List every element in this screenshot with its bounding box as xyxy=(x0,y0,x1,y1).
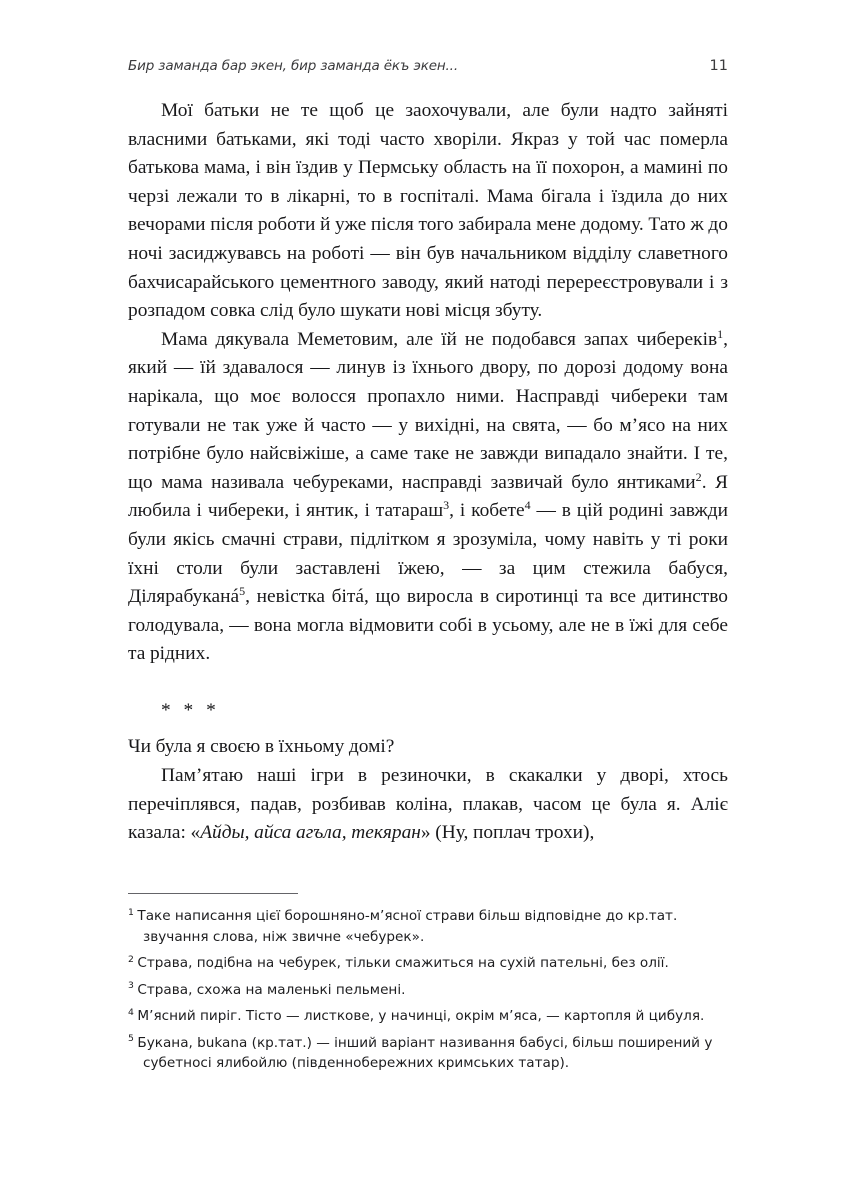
footnote-marker-2: 2 xyxy=(128,953,134,965)
text-run: Мама дякувала Меметовим, але їй не подобався запах чибереків xyxy=(161,328,718,350)
text-run: , який — їй здавалося — линув із їхнього двору, по дорозі додому вона нарікала, що моє волосся пропахло ними. Насправді чибереки там готували не так уже й часто — у вихідні, на свята, — бо м’ясо на них потрібне було найсвіжіше, а саме таке не завжди випадало знайти. І те, що мама називала чебуреками, насправді зазвичай було янтиками xyxy=(128,328,728,493)
footnote-2 xyxy=(128,953,728,974)
footnotes-area xyxy=(128,893,728,1080)
footnote-text-2: Страва, подібна на чебурек, тільки смажиться на сухій пательні, без олії. xyxy=(137,955,669,971)
text-run: — в цій родині завжди були якісь смачні страви, підлітком я зрозуміла, чому навіть у ті роки їхні столи були заставлені їжею, — за цим стежила бабуся, Ділярабуканá xyxy=(128,500,728,608)
footnote-marker-3: 3 xyxy=(128,980,134,992)
text-run: . Я любила і чибереки, і янтик, і татараш xyxy=(128,471,728,522)
paragraph-3: Чи була я своєю в їхньому домі? xyxy=(128,736,395,758)
footnote-separator-rule xyxy=(128,893,298,894)
text-run: » (Ну, поплач трохи), xyxy=(420,822,595,844)
italic-phrase: Айды, айса агъла, текяран xyxy=(200,822,421,844)
footnote-marker-4: 4 xyxy=(128,1006,134,1018)
footnote-1 xyxy=(128,906,728,947)
body-text-block xyxy=(128,97,728,848)
footnote-4 xyxy=(128,1006,728,1027)
running-head-title: Бир заманда бар экен, бир заманда ёкъ экен... xyxy=(128,58,458,74)
footnote-reference-2[interactable]: 2 xyxy=(695,469,702,484)
paragraph-4 xyxy=(128,762,728,848)
footnote-list xyxy=(128,906,728,1074)
paragraph-2 xyxy=(128,326,728,669)
paragraph-1: Мої батьки не те щоб це заохочували, але були надто зайняті власними батьками, які тоді часто хворіли. Якраз у той час померла батькова мама, і він їздив у Пермську область на її похорон, а мамині по черзі лежали то в лікарні, то в госпіталі. Мама бігала і їздила до них вечорами після роботи й уже після того забирала мене додому. Тато ж до ночі засиджувавсь на роботі — він був начальником відділу славетного бахчисарайського цементного заводу, який натоді перереєстровували і з розпадом совка слід було шукати нові місця збуту. xyxy=(128,100,728,322)
footnote-text-1: Таке написання цієї борошняно-м’ясної страви більш відповідне до кр.тат. звучання слова, ніж звичне «чебурек». xyxy=(137,908,678,945)
section-break-dinkus: * * * xyxy=(161,699,220,721)
footnote-marker-5: 5 xyxy=(128,1033,134,1045)
footnote-reference-1[interactable]: 1 xyxy=(717,326,724,341)
footnote-text-4: М’ясний пиріг. Тісто — листкове, у начинці, окрім м’яса, — картопля й цибуля. xyxy=(137,1008,705,1024)
footnote-marker-1: 1 xyxy=(128,906,134,918)
footnote-text-3: Страва, схожа на маленькі пельмені. xyxy=(137,981,406,998)
text-run: , невістка бітá, що виросла в сиротинці та все дитинство голодувала, — вона могла відмовити собі в усьому, але не в їжі для себе та рідних. xyxy=(128,586,728,665)
footnote-reference-3[interactable]: 3 xyxy=(443,498,450,513)
running-head xyxy=(128,58,728,74)
footnote-5 xyxy=(128,1033,728,1074)
text-run: Пам’ятаю наші ігри в резиночки, в скакалки у дворі, хтось перечіплявся, падав, розбивав коліна, плакав, часом це була я. Аліє казала: « xyxy=(128,765,728,844)
footnote-reference-5[interactable]: 5 xyxy=(239,584,246,599)
text-run: , і кобете xyxy=(449,500,525,522)
footnote-text-5: Букана, bukana (кр.тат.) — інший варіант називання бабусі, більш поширений у субетносі ялибойлю (південнобережних кримських татар). xyxy=(137,1034,713,1071)
footnote-3 xyxy=(128,980,728,1001)
page-number: 11 xyxy=(709,58,728,74)
footnote-reference-4[interactable]: 4 xyxy=(524,498,531,513)
